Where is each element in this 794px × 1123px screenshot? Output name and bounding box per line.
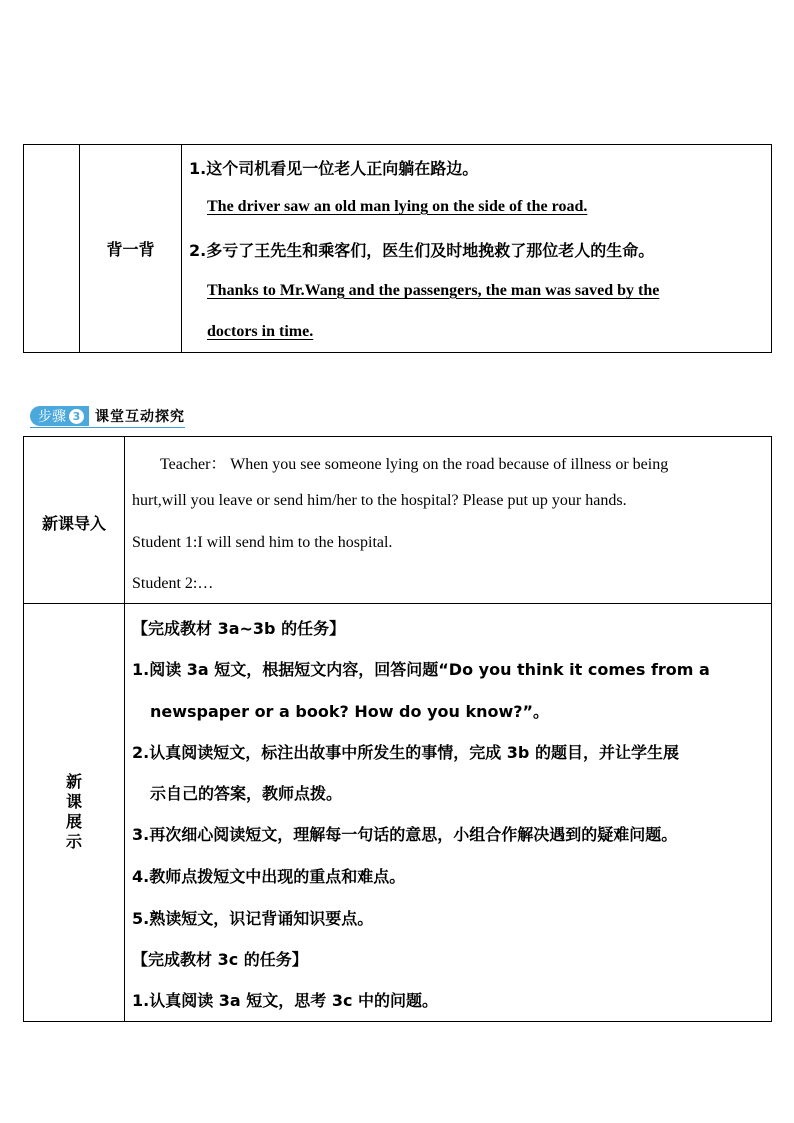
show-item2-line1: 2.认真阅读短文，标注出故事中所发生的事情，完成 3b 的题目，并让学生展 — [132, 743, 679, 762]
show-item3: 3.再次细心阅读短文，理解每一句话的意思，小组合作解决遇到的疑难问题。 — [132, 825, 678, 844]
show-item6: 1.认真阅读 3a 短文，思考 3c 中的问题。 — [132, 991, 439, 1010]
recite-item1-cn: 1.这个司机看见一位老人正向躺在路边。 — [189, 159, 479, 178]
show-label-char-4: 示 — [65, 832, 82, 851]
step-title: 课堂互动探究 — [95, 409, 185, 425]
show-item1-line2: newspaper or a book? How do you know?”。 — [150, 702, 550, 721]
recite-label-cell — [80, 145, 182, 353]
show-label-cell — [24, 604, 125, 1022]
intro-label-cell — [24, 437, 125, 604]
step-badge — [30, 406, 89, 426]
intro-label: 新课导入 — [41, 514, 106, 533]
step-header — [30, 405, 185, 428]
step-badge-text: 步骤 — [38, 409, 66, 425]
recite-item2-en-line1: Thanks to Mr.Wang and the passengers, the man was saved by the — [207, 282, 660, 299]
show-content-cell — [125, 604, 772, 1022]
show-item1-line1: 1.阅读 3a 短文，根据短文内容，回答问题“Do you think it comes from a — [132, 660, 710, 679]
task2-header: 【完成教材 3c 的任务】 — [132, 950, 308, 969]
intro-line2: hurt,will you leave or send him/her to the hospital? Please put up your hands. — [132, 492, 627, 509]
recite-content-cell — [182, 145, 772, 353]
show-item2-line2: 示自己的答案，教师点拨。 — [150, 784, 343, 803]
show-label-char-2: 课 — [65, 792, 82, 811]
intro-line1: Teacher： When you see someone lying on the road because of illness or being — [160, 456, 669, 473]
intro-line4: Student 2:… — [132, 575, 214, 592]
recite-item2-cn: 2.多亏了王先生和乘客们，医生们及时地挽救了那位老人的生命。 — [189, 241, 655, 260]
task1-header: 【完成教材 3a~3b 的任务】 — [132, 619, 346, 638]
show-item5: 5.熟读短文，识记背诵知识要点。 — [132, 909, 374, 928]
recite-empty-cell — [24, 145, 80, 353]
show-label-char-3: 展 — [65, 812, 82, 831]
recite-item2-en-line2: doctors in time. — [207, 323, 314, 340]
step-number-icon: 3 — [69, 409, 84, 424]
recite-item1-en: The driver saw an old man lying on the side of the road. — [207, 198, 588, 215]
lesson-table — [23, 436, 772, 1022]
recite-table — [23, 144, 772, 353]
recite-label: 背一背 — [106, 240, 155, 259]
intro-line3: Student 1:I will send him to the hospital. — [132, 534, 393, 551]
intro-content-cell — [125, 437, 772, 604]
show-label-char-1: 新 — [65, 772, 82, 791]
show-item4: 4.教师点拨短文中出现的重点和难点。 — [132, 867, 406, 886]
